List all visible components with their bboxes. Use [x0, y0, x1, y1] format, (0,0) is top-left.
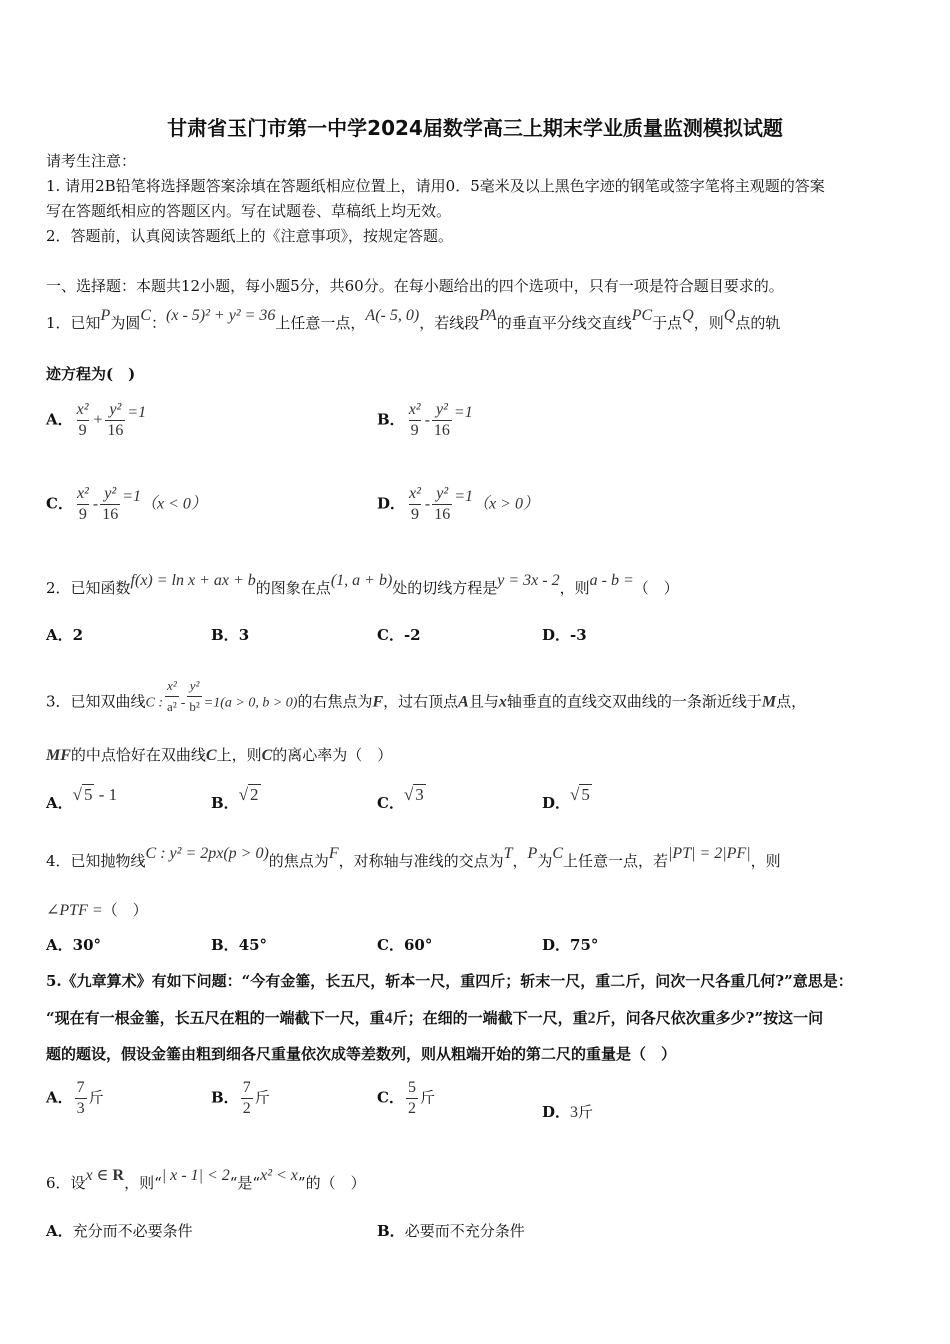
question-6-stem: 6．设x ∈ R，则“| x - 1| < 2“是“x² < x”的（ ）: [46, 1167, 366, 1192]
q3-option-a[interactable]: A．√ 5 - 1: [46, 785, 118, 812]
question-4-stem-cont: ∠PTF =（ ）: [46, 901, 148, 919]
notice-item-1: 1. 请用2B铅笔将选择题答案涂填在答题纸相应位置上，请用0．5毫米及以上黑色字迹的钢笔或签字笔将主观题的答案: [46, 177, 825, 195]
section-heading: 一、选择题：本题共12小题，每小题5分，共60分。在每小题给出的四个选项中，只有一项是符合题目要求的。: [46, 277, 784, 295]
q2-option-a[interactable]: A．2: [46, 626, 84, 644]
question-3-stem: 3．已知双曲线C : $\frac{\text{x²}}{\text{a²}}$ - $\frac{\text{y²}}{\text{b²}}$ =1(a > 0, b > 0)的右焦点为F，过右顶点A且与x轴垂直的直线交双曲线的一条渐近线于M点，: [46, 682, 806, 723]
q1-option-d[interactable]: D． $\frac{\text{x²}}{9}$ - $\frac{\text{y²}}{16}$ =1（x > 0）: [377, 485, 539, 523]
q1-option-a[interactable]: A． $\frac{\text{x²}}{9}$ + $\frac{\text{y²}}{16}$ =1: [46, 401, 147, 439]
q2-option-b[interactable]: B．3: [211, 626, 250, 644]
q5-option-b[interactable]: B． $\frac{7}{2}$ 斤: [211, 1079, 270, 1117]
q4-option-c[interactable]: C．60°: [377, 936, 433, 954]
question-3-stem-cont: MF的中点恰好在双曲线C上，则C的离心率为（ ）: [46, 746, 393, 764]
q6-option-a[interactable]: A．充分而不必要条件: [46, 1222, 193, 1240]
q3-option-b[interactable]: B．√ 2: [211, 785, 259, 812]
q4-option-a[interactable]: A．30°: [46, 936, 102, 954]
question-4-stem: 4．已知抛物线C : y² = 2px(p > 0)的焦点为F，对称轴与准线的交点为T，P为C上任意一点，若|PT| = 2|PF|，则: [46, 845, 781, 870]
q2-option-d[interactable]: D．-3: [542, 626, 587, 644]
question-1-stem: 1．已知P为圆C：(x - 5)² + y² = 36上任意一点，A(- 5, 0)，若线段PA的垂直平分线交直线PC于点Q，则Q点的轨: [46, 307, 781, 332]
q1-option-b[interactable]: B． $\frac{\text{x²}}{9}$ - $\frac{\text{y²}}{16}$ =1: [377, 401, 473, 439]
notice-item-1-cont: 写在答题纸相应的答题区内。写在试题卷、草稿纸上均无效。: [46, 202, 452, 220]
page-title: 甘肃省玉门市第一中学2024届数学高三上期末学业质量监测模拟试题: [167, 116, 783, 140]
q3-option-c[interactable]: C．√ 3: [377, 785, 424, 812]
q5-option-d[interactable]: D．3斤: [542, 1103, 594, 1121]
q4-option-b[interactable]: B．45°: [211, 936, 268, 954]
question-5-stem: 5.《九章算术》有如下问题：“今有金箠，长五尺，斩本一尺，重四斤；斩末一尺，重二斤，问次一尺各重几何?”意思是：: [46, 972, 853, 990]
q5-option-a[interactable]: A． $\frac{7}{3}$ 斤: [46, 1079, 104, 1117]
question-5-stem-2: “现在有一根金箠，长五尺在粗的一端截下一尺，重4斤；在细的一端截下一尺，重2斤，问各尺依次重多少?”按这一问: [46, 1009, 824, 1027]
q5-option-c[interactable]: C． $\frac{5}{2}$ 斤: [377, 1079, 435, 1117]
notice-item-2: 2．答题前，认真阅读答题纸上的《注意事项》，按规定答题。: [46, 227, 454, 245]
q6-option-b[interactable]: B．必要而不充分条件: [377, 1222, 525, 1240]
question-1-stem-cont: 迹方程为( ): [46, 365, 136, 383]
q3-option-d[interactable]: D．√ 5: [542, 785, 590, 812]
question-2-stem: 2．已知函数f(x) = ln x + ax + b的图象在点(1, a + b)处的切线方程是y = 3x - 2，则a - b =（ ）: [46, 572, 679, 597]
q1-option-c[interactable]: C． $\frac{\text{x²}}{9}$ - $\frac{\text{y²}}{16}$ =1（x < 0）: [46, 485, 207, 523]
q4-option-d[interactable]: D．75°: [542, 936, 599, 954]
notice-heading: 请考生注意：: [46, 152, 137, 170]
q2-option-c[interactable]: C．-2: [377, 626, 421, 644]
question-5-stem-3: 题的题设，假设金箠由粗到细各尺重量依次成等差数列，则从粗端开始的第二尺的重量是（ ）: [46, 1045, 677, 1063]
